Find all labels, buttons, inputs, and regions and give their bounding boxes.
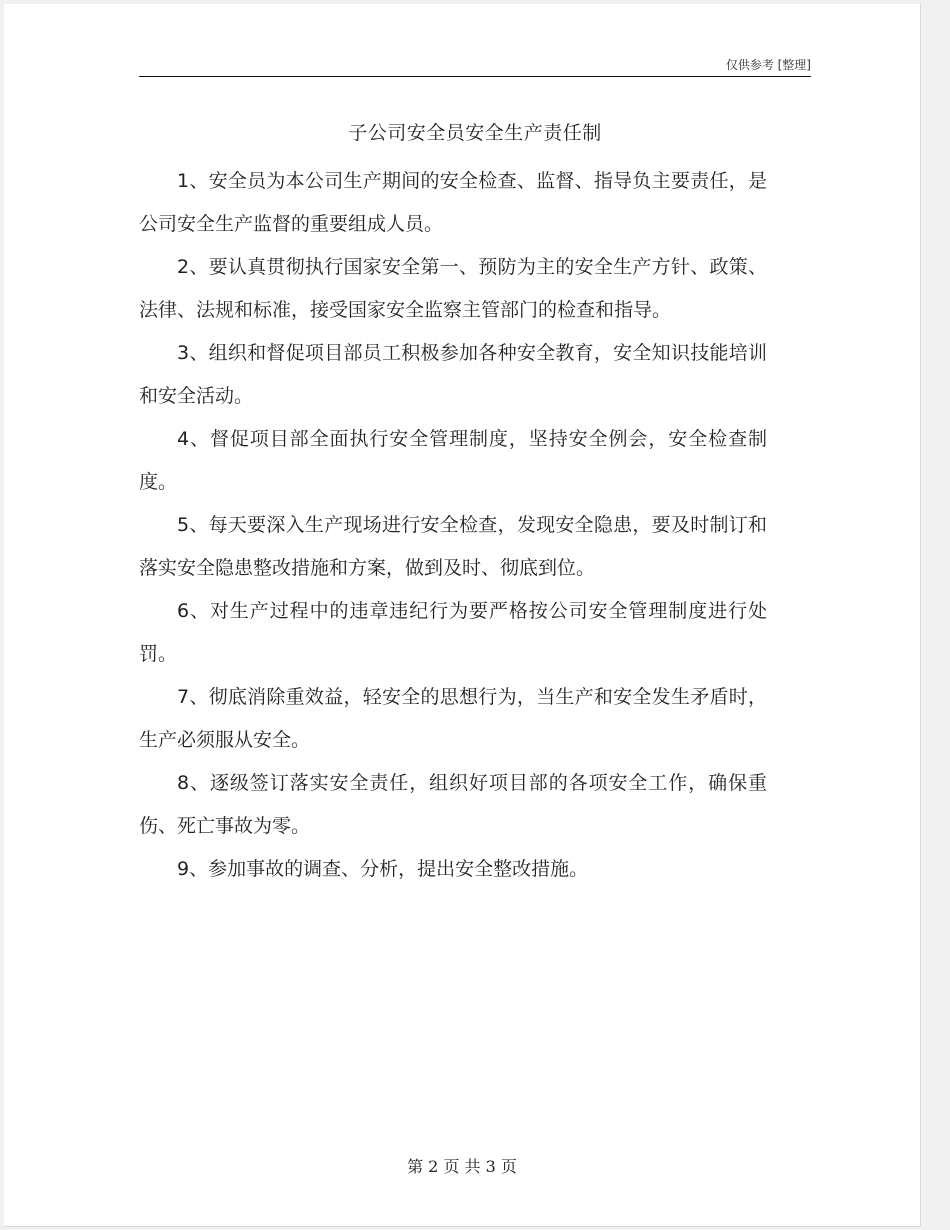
paragraph-2: 2、要认真贯彻执行国家安全第一、预防为主的安全生产方针、政策、法律、法规和标准，接受国家安全监察主管部门的检查和指导。 bbox=[139, 256, 767, 321]
document-title: 子公司安全员安全生产责任制 bbox=[348, 122, 602, 144]
paragraph-5: 5、每天要深入生产现场进行安全检查，发现安全隐患，要及时制订和落实安全隐患整改措施和方案，做到及时、彻底到位。 bbox=[139, 514, 767, 579]
page-footer: 第 2 页 共 3 页 bbox=[407, 1157, 517, 1176]
paragraph-7: 7、彻底消除重效益，轻安全的思想行为，当生产和安全发生矛盾时，生产必须服从安全。 bbox=[139, 686, 767, 751]
document-page bbox=[4, 4, 920, 1226]
paragraph-4: 4、督促项目部全面执行安全管理制度，坚持安全例会，安全检查制度。 bbox=[139, 428, 767, 493]
paragraph-1: 1、安全员为本公司生产期间的安全检查、监督、指导负主要责任，是公司安全生产监督的重要组成人员。 bbox=[139, 170, 767, 235]
paragraph-3: 3、组织和督促项目部员工积极参加各种安全教育，安全知识技能培训和安全活动。 bbox=[139, 342, 767, 407]
paragraph-9: 9、参加事故的调查、分析，提出安全整改措施。 bbox=[177, 858, 589, 880]
paragraph-8: 8、逐级签订落实安全责任，组织好项目部的各项安全工作，确保重伤、死亡事故为零。 bbox=[139, 772, 767, 837]
document-body bbox=[139, 160, 767, 891]
paragraph-6: 6、对生产过程中的违章违纪行为要严格按公司安全管理制度进行处罚。 bbox=[139, 600, 767, 665]
header-rule bbox=[139, 76, 811, 77]
page-header: 仅供参考 [整理] bbox=[725, 58, 811, 72]
